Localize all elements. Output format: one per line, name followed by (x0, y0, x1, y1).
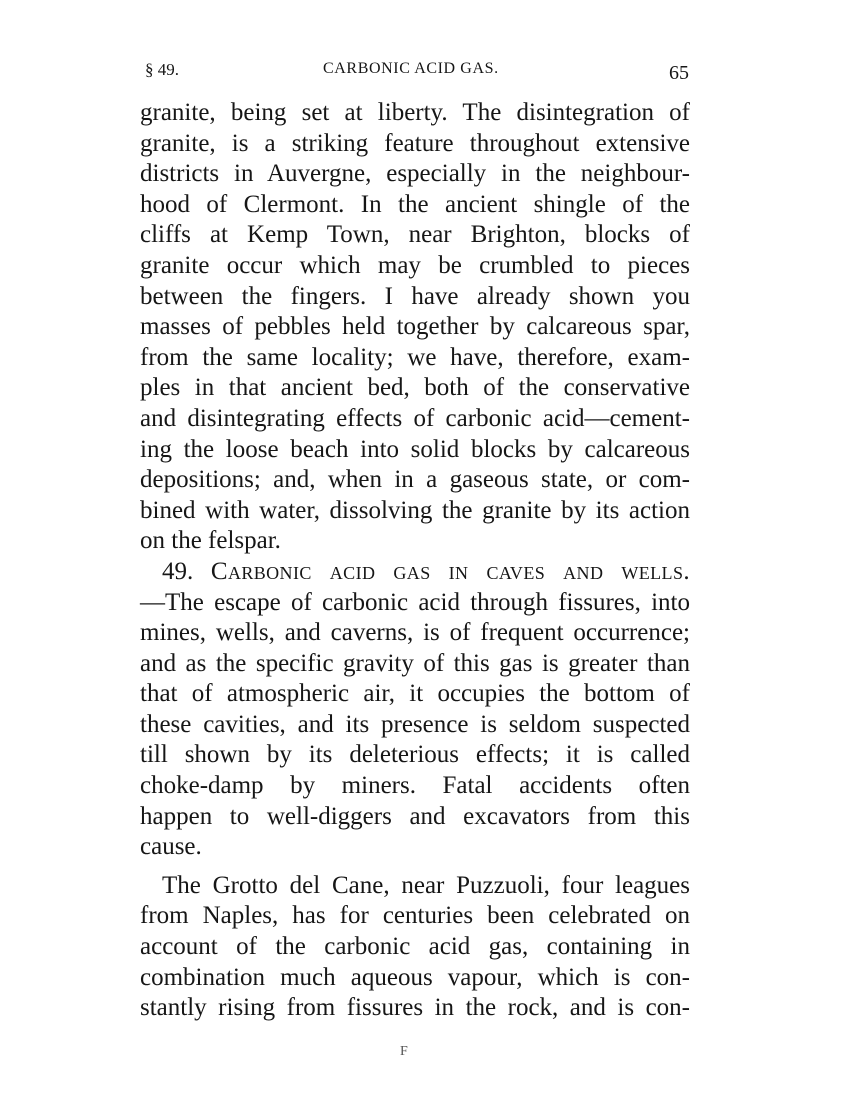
body-text (140, 98, 690, 1024)
text-line: —The escape of carbonic acid through fissures, into (140, 588, 690, 616)
page-number: 65 (669, 62, 689, 84)
text-line: bined with water, dissolving the granite by its action (140, 496, 690, 524)
text-line: granite, being set at liberty. The disintegration of (140, 99, 690, 126)
signature-mark: F (400, 1044, 408, 1059)
text-line: granite occur which may be crumbled to pieces (140, 251, 690, 279)
text-line: cause. (140, 833, 202, 861)
text-line: depositions; and, when in a gaseous state, or com- (140, 466, 690, 494)
text-line: mines, wells, and caverns, is of frequent occurrence; (140, 619, 690, 647)
text-line: stantly rising from fissures in the rock, and is con- (140, 994, 690, 1022)
text-line: combination much aqueous vapour, which is con- (140, 963, 690, 991)
text-line: ing the loose beach into solid blocks by calcareous (140, 435, 690, 463)
text-line: hood of Clermont. In the ancient shingle of the (140, 190, 690, 218)
text-line: that of atmospheric air, it occupies the bottom of (140, 680, 690, 708)
text-line: masses of pebbles held together by calcareous spar, (140, 313, 690, 341)
text-line: from Naples, has for centuries been celebrated on (140, 902, 690, 930)
text-line: on the felspar. (140, 527, 281, 555)
text-line: between the fingers. I have already shown you (140, 282, 690, 310)
text-line: ples in that ancient bed, both of the conservative (140, 374, 690, 402)
section-heading: Carbonic acid gas in caves and wells. (210, 557, 691, 585)
text-line: from the same locality; we have, therefore, exam- (140, 343, 690, 371)
section-heading-line (140, 557, 690, 588)
text-line: districts in Auvergne, especially in the neighbour- (140, 160, 690, 188)
paragraph-gap (140, 863, 690, 871)
paragraph-3 (140, 871, 690, 1024)
text-line: happen to well-diggers and excavators from this (140, 802, 690, 830)
text-line: and as the specific gravity of this gas is greater than (140, 649, 690, 677)
text-line: till shown by its deleterious effects; it is called (140, 741, 690, 769)
running-title: CARBONIC ACID GAS. (323, 60, 499, 77)
text-line: account of the carbonic acid gas, containing in (140, 933, 690, 961)
text-line: these cavities, and its presence is seldom suspected (140, 710, 690, 738)
paragraph-2 (140, 557, 690, 863)
text-line: The Grotto del Cane, near Puzzuoli, four leagues (162, 871, 690, 899)
paragraph-1 (140, 98, 690, 557)
text-line: granite, is a striking feature throughout extensive (140, 129, 690, 157)
section-marker: § 49. (145, 60, 179, 79)
text-line: choke-damp by miners. Fatal accidents often (140, 772, 690, 800)
text-line: and disintegrating effects of carbonic acid—cement- (140, 404, 690, 432)
text-line: cliffs at Kemp Town, near Brighton, blocks of (140, 221, 690, 249)
running-header (145, 56, 693, 86)
section-heading-number: 49. (162, 557, 194, 585)
